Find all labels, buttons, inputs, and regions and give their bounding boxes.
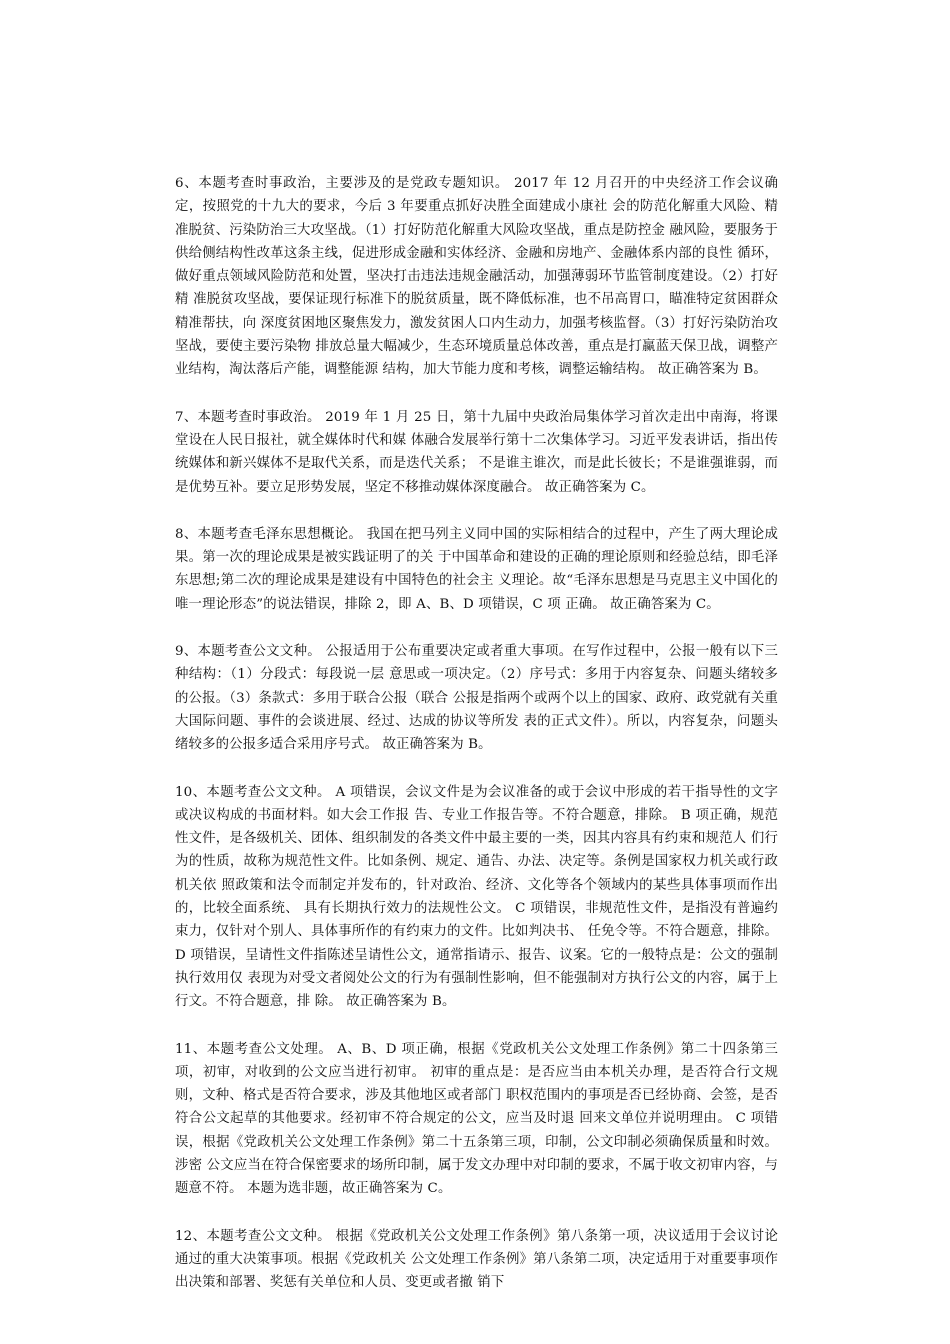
answer-paragraph-12: 12、本题考查公文文种。 根据《党政机关公文处理工作条例》第八条第一项，决议适用于会议讨论通过的重大决策事项。根据《党政机关 公文处理工作条例》第八条第二项，决定适用于对重要事项作出决策和部署、奖惩有关单位和人员、变更或者撤 销下 xyxy=(175,1228,778,1291)
answer-paragraph-7: 7、本题考查时事政治。 2019 年 1 月 25 日，第十九届中央政治局集体学习首次走出中南海，将课堂设在人民日报社，就全媒体时代和媒 体融合发展举行第十二次集体学习。习近平发表讲话，指出传统媒体和新兴媒体不是取代关系，而是迭代关系； 不是谁主谁次，而是此长彼长；不是谁强谁弱，而是优势互补。要立足形势发展，坚定不移推动媒体深度融合。 故正确答案为 C。 xyxy=(175,409,778,495)
answer-paragraph-10: 10、本题考查公文文种。 A 项错误，会议文件是为会议准备的或于会议中形成的若干指导性的文字或决议构成的书面材料。如大会工作报 告、专业工作报告等。不符合题意，排除。 B 项正确，规范性文件，是各级机关、团体、组织制发的各类文件中最主要的一类，因其内容具有约束和规范人 们行为的性质，故称为规范性文件。比如条例、规定、通告、办法、决定等。条例是国家权力机关或行政机关依 照政策和法令而制定并发布的，针对政治、经济、文化等各个领域内的某些具体事项而作出的，比较全面系统、 具有长期执行效力的法规性公文。 C 项错误，非规范性文件，是指没有普遍约束力，仅针对个别人、具体事所作的有约束力的文件。比如判决书、 任免令等。不符合题意，排除。D 项错误，呈请性文件指陈述呈请性公文，通常指请示、报告、议案。它的一般特点是：公文的强制执行效用仅 表现为对受文者阅处公文的行为有强制性影响，但不能强制对方执行公文的内容，属于上行文。不符合题意，排 除。 故正确答案为 B。 xyxy=(175,784,778,1010)
answer-paragraph-6: 6、本题考查时事政治，主要涉及的是党政专题知识。 2017 年 12 月召开的中央经济工作会议确定，按照党的十九大的要求，今后 3 年要重点抓好决胜全面建成小康社 会的防范化解重大风险、精准脱贫、污染防治三大攻坚战。（1）打好防范化解重大风险攻坚战，重点是防控金 融风险，要服务于供给侧结构性改革这条主线，促进形成金融和实体经济、金融和房地产、金融体系内部的良性 循环，做好重点领域风险防范和处置，坚决打击违法违规金融活动，加强薄弱环节监管制度建设。（2）打好精 准脱贫攻坚战，要保证现行标准下的脱贫质量，既不降低标准，也不吊高胃口，瞄准特定贫困群众精准帮扶，向 深度贫困地区聚焦发力，激发贫困人口内生动力，加强考核监督。（3）打好污染防治攻坚战，要使主要污染物 排放总量大幅减少，生态环境质量总体改善，重点是打赢蓝天保卫战，调整产业结构，淘汰落后产能，调整能源 结构，加大节能力度和考核，调整运输结构。 故正确答案为 B。 xyxy=(175,176,778,378)
answer-paragraph-9: 9、本题考查公文文种。 公报适用于公布重要决定或者重大事项。在写作过程中，公报一般有以下三种结构：（1）分段式：每段说一层 意思或一项决定。（2）序号式：多用于内容复杂、问题头绪较多的公报。（3）条款式：多用于联合公报（联合 公报是指两个或两个以上的国家、政府、政党就有关重大国际问题、事件的会谈进展、经过、达成的协议等所发 表的正式文件）。所以，内容复杂，问题头绪较多的公报多适合采用序号式。 故正确答案为 B。 xyxy=(175,644,778,753)
answer-paragraph-11: 11、本题考查公文处理。 A、B、D 项正确，根据《党政机关公文处理工作条例》第二十四条第三项，初审，对收到的公文应当进行初审。 初审的重点是：是否应当由本机关办理，是否符合行文规则，文种、格式是否符合要求，涉及其他地区或者部门 职权范围内的事项是否已经协商、会签，是否符合公文起草的其他要求。经初审不符合规定的公文，应当及时退 回来文单位并说明理由。 C 项错误，根据《党政机关公文处理工作条例》第二十五条第三项，印制，公文印制必须确保质量和时效。涉密 公文应当在符合保密要求的场所印制，属于发文办理中对印制的要求，不属于收文初审内容，与题意不符。 本题为选非题，故正确答案为 C。 xyxy=(175,1041,778,1197)
document-page xyxy=(175,172,778,1318)
answer-paragraph-8: 8、本题考查毛泽东思想概论。 我国在把马列主义同中国的实际相结合的过程中，产生了两大理论成果。第一次的理论成果是被实践证明了的关 于中国革命和建设的正确的理论原则和经验总结，即毛泽东思想;第二次的理论成果是建设有中国特色的社会主 义理论。故“毛泽东思想是马克思主义中国化的唯一理论形态”的说法错误，排除 2，即 A、B、D 项错误，C 项 正确。 故正确答案为 C。 xyxy=(175,526,778,612)
